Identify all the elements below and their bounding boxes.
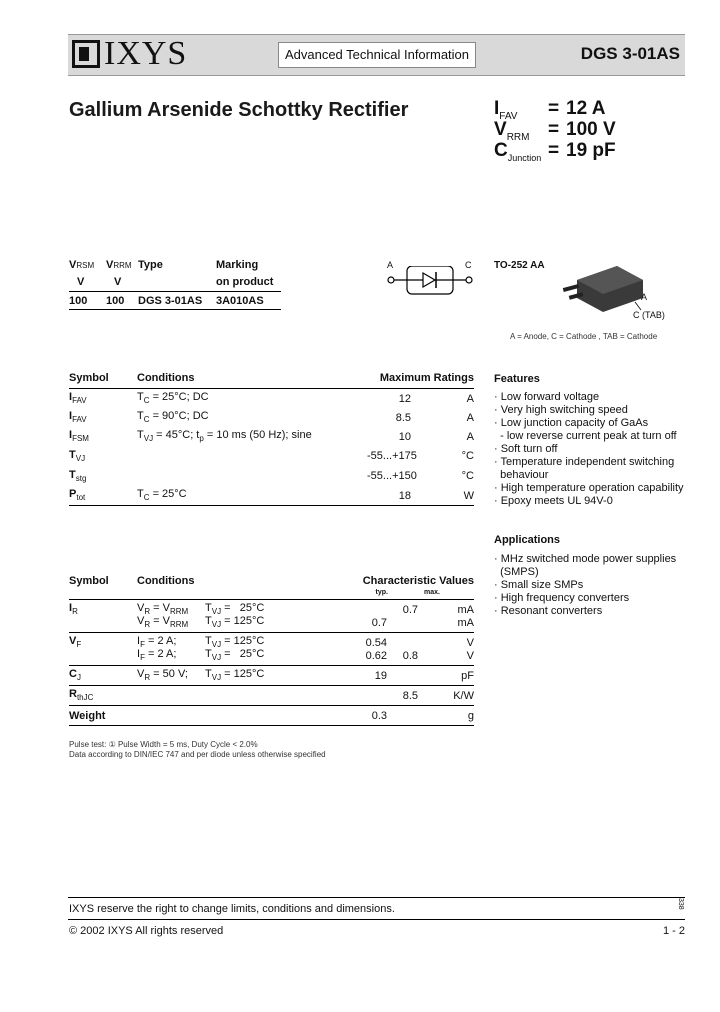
applications-section: [494, 534, 694, 618]
list-item: · Resonant converters: [494, 605, 603, 617]
features-title: Features: [494, 373, 540, 385]
footer-reserve: IXYS reserve the right to change limits, conditions and dimensions.: [69, 903, 395, 915]
footer-divider-bottom: [68, 919, 685, 920]
char-symbol: $R_{thJC}$: [69, 688, 94, 703]
char-symbol: $C_J$: [69, 668, 81, 683]
max-rating-row: [69, 486, 474, 505]
char-condition-1: $I_F = 2$ A;: [137, 648, 177, 663]
spec-ifav: $I_{FAV} = 12$ A: [494, 98, 606, 122]
char-value-row: [69, 689, 474, 702]
char-condition-2: $T_{VJ} = 25^\circ C$: [205, 648, 265, 663]
rating-unit: A: [466, 392, 474, 405]
ordering-table: VRSM VRRM Type Marking V V on product 100 100 DGS 3-01AS 3A010AS: [69, 259, 281, 310]
char-typ: 0.62: [365, 649, 387, 662]
rating-symbol: $I_{FSM}$: [69, 429, 89, 444]
rating-condition: $T_C = 25^\circ C$: [137, 488, 187, 503]
char-max: 0.8: [402, 649, 418, 662]
list-item: · Low forward voltage: [494, 391, 600, 403]
char-typ: 0.54: [365, 636, 387, 649]
features-section: [494, 373, 694, 508]
spec-vrrm: $V_{RRM} = 100$ V: [494, 119, 616, 143]
char-symbol: $V_F$: [69, 635, 82, 650]
char-symbol: $I_R$: [69, 602, 78, 617]
list-item: · Low junction capacity of GaAs: [494, 417, 649, 429]
rating-unit: A: [466, 430, 474, 443]
diode-icon: [383, 266, 483, 306]
rating-unit: °C: [461, 450, 474, 462]
char-value-group: [69, 666, 474, 685]
part-number: DGS 3-01AS: [580, 44, 680, 63]
char-unit: K/W: [453, 689, 474, 702]
char-value-row: [69, 616, 474, 629]
rating-symbol: $T_{stg}$: [69, 468, 87, 484]
list-item: behaviour: [494, 469, 549, 481]
char-condition-2: $T_{VJ} = 125^\circ C$: [205, 668, 265, 683]
char-condition-1: $I_F = 2$ A;: [137, 635, 177, 650]
rating-value: 8.5: [395, 411, 411, 424]
char-value-row: [69, 636, 474, 649]
rating-condition: $T_C = 90^\circ C$; DC: [137, 410, 209, 425]
rating-unit: W: [463, 489, 474, 502]
rating-value: -55...+175: [367, 450, 417, 462]
row-divider: [69, 725, 474, 726]
rating-condition: $T_C = 25^\circ C$; DC: [137, 391, 209, 406]
notes: Pulse test: ① Pulse Width = 5 ms, Duty Cycle < 2.0% Data according to DIN/IEC 747 and per diode unless otherwise specified: [69, 740, 326, 759]
rating-value: 10: [398, 430, 411, 443]
package-name: TO-252 AA: [494, 260, 545, 271]
footer-divider-top: [68, 897, 685, 898]
char-unit: mA: [457, 616, 474, 629]
anode-label: A: [387, 260, 394, 270]
ordering-header-marking: Marking: [216, 259, 259, 271]
list-item: · Small size SMPs: [494, 579, 584, 591]
char-symbol: Weight: [69, 709, 106, 722]
char-typ: 0.7: [371, 616, 387, 629]
char-unit: V: [466, 636, 474, 649]
char-value-group: [69, 600, 474, 632]
char-typ: 19: [374, 669, 387, 682]
char-unit: V: [466, 649, 474, 662]
char-value-row: [69, 709, 474, 722]
ordering-row: 100 100 DGS 3-01AS 3A010AS: [69, 295, 264, 307]
ixys-logo: [72, 35, 188, 72]
list-item: · Soft turn off: [494, 443, 558, 455]
char-value-row: [69, 669, 474, 682]
char-unit: mA: [457, 603, 474, 616]
char-value-group: [69, 633, 474, 665]
rating-unit: A: [466, 411, 474, 424]
char-unit: g: [467, 709, 474, 722]
applications-title: Applications: [494, 534, 561, 546]
ordering-header-vrrm: VRRM: [106, 259, 132, 271]
max-rating-row: [69, 427, 474, 446]
list-item: (SMPS): [494, 566, 539, 578]
diode-symbol: [383, 258, 483, 306]
char-value-group: [69, 686, 474, 705]
package-c-label: C (TAB): [633, 310, 665, 320]
logo-mark-icon: [72, 40, 100, 68]
char-condition-1: $V_R = 50$ V;: [137, 668, 188, 683]
page-title: Gallium Arsenide Schottky Rectifier: [69, 99, 409, 121]
char-unit: pF: [461, 669, 474, 682]
list-item: · MHz switched mode power supplies: [494, 553, 677, 565]
footer-page: 1 - 2: [662, 925, 685, 937]
cathode-label: C: [465, 260, 472, 270]
char-condition-2: $T_{VJ} = 125^\circ C$: [205, 635, 265, 650]
rating-symbol: $I_{FAV}$: [69, 410, 87, 425]
max-rating-row: [69, 389, 474, 408]
rating-condition: $T_{VJ} = 45^\circ C$; $t_p = 10$ ms (50 Hz); sine: [137, 429, 312, 444]
char-max: 0.7: [402, 603, 418, 616]
advanced-info-label: Advanced Technical Information: [278, 42, 476, 68]
char-value-row: [69, 603, 474, 616]
char-condition-2: $T_{VJ} = 125^\circ C$: [205, 615, 265, 630]
char-condition-1: $V_R = V_{RRM}$: [137, 602, 189, 617]
char-values-table: Symbol Conditions Characteristic Values typ. max. $I_R$ $V_R = V_{RRM}$ $T_{VJ} = 25^\circ C$ 0.7 mA $V_R = V_{RRM}$ $T_{VJ} = 125^\circ C$ 0.7 mA $V_F$ $I_F = 2$ A; $T_{VJ} = 125^\circ C$ 0.54 V $I_F = 2$ A; $T_{VJ} = 25^\circ C$ 0.62 0.8 V $C_J$ $V_R = 50$ V; $T_{VJ} = 125^\circ C$ 19 pF $R_{thJC}$ 8.5 K/W Weight 0.3 g: [69, 575, 474, 726]
char-condition-1: $V_R = V_{RRM}$: [137, 615, 189, 630]
package-a-label: A: [641, 292, 648, 302]
list-item: · Epoxy meets UL 94V-0: [494, 495, 613, 507]
max-rating-row: [69, 466, 474, 486]
list-item: · High temperature operation capability: [494, 482, 684, 494]
max-rating-row: [69, 408, 474, 427]
package-legend: A = Anode, C = Cathode , TAB = Cathode: [510, 332, 658, 341]
rating-value: 12: [398, 392, 411, 405]
list-item: · High frequency converters: [494, 592, 630, 604]
footer-copyright: © 2002 IXYS All rights reserved: [69, 925, 224, 937]
rating-unit: °C: [461, 470, 474, 482]
char-value-group: [69, 706, 474, 725]
char-value-row: [69, 649, 474, 662]
max-ratings-table: Symbol Conditions Maximum Ratings $I_{FAV}$ $T_C = 25^\circ C$; DC 12 A $I_{FAV}$ $T_C = 90^\circ C$; DC 8.5 A $I_{FSM}$ $T_{VJ} = 45^\circ C$; $t_p = 10$ ms (50 Hz); sine 10 A $T_{VJ}$ -55...+175 °C $T_{stg}$ -55...+150 °C $P_{tot}$ $T_C = 25^\circ C$ 18 W: [69, 372, 474, 506]
list-item: - low reverse current peak at turn off: [494, 430, 677, 442]
rating-symbol: $I_{FAV}$: [69, 391, 87, 406]
rating-symbol: $T_{VJ}$: [69, 448, 86, 464]
char-typ: 0.3: [371, 709, 387, 722]
ordering-header-type: Type: [138, 259, 163, 271]
rating-value: 18: [398, 489, 411, 502]
list-item: · Temperature independent switching: [494, 456, 675, 468]
max-rating-row: [69, 446, 474, 466]
spec-cjunction: $C_{Junction} = 19$ pF: [494, 140, 616, 163]
char-condition-2: $T_{VJ} = 25^\circ C$: [205, 602, 265, 617]
footer-code: 338: [677, 898, 684, 910]
logo-text: IXYS: [104, 35, 188, 72]
ordering-header-vrsm: VRSM: [69, 259, 95, 271]
list-item: · Very high switching speed: [494, 404, 628, 416]
rating-value: -55...+150: [367, 470, 417, 482]
char-max: 8.5: [402, 689, 418, 702]
rating-symbol: $P_{tot}$: [69, 488, 86, 503]
